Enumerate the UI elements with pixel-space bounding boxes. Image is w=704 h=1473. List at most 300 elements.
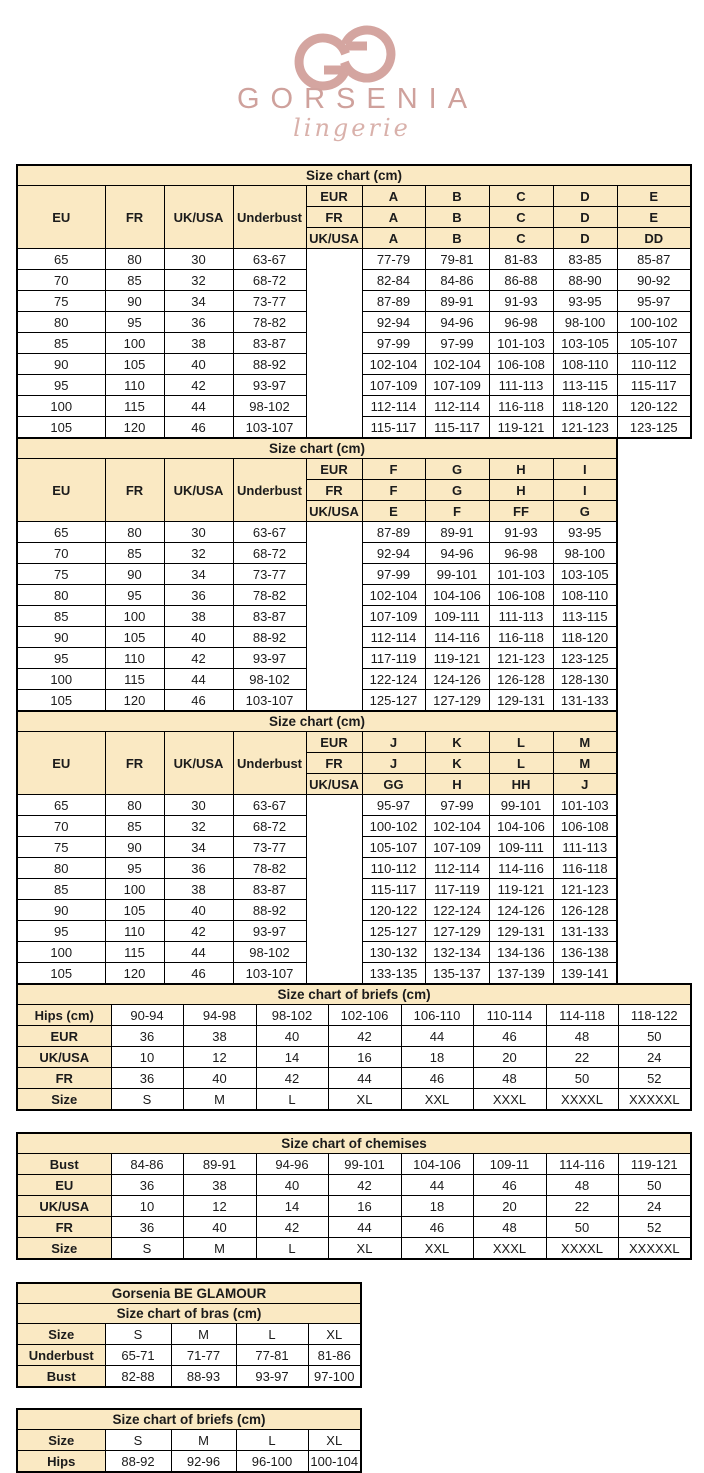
band-size-cell: 36 xyxy=(164,585,233,606)
cup-size-header: J xyxy=(362,753,425,774)
cup-size-header: D xyxy=(553,186,617,207)
bust-range-cell: 117-119 xyxy=(425,879,489,900)
band-size-cell: 44 xyxy=(164,669,233,690)
band-size-cell: 65 xyxy=(17,795,105,816)
value-cell: L xyxy=(236,1324,308,1345)
cup-size-header: H xyxy=(489,480,553,501)
bust-range-cell: 82-84 xyxy=(362,270,425,291)
band-size-cell: 32 xyxy=(164,270,233,291)
cup-size-header: L xyxy=(489,732,553,753)
band-size-cell: 100 xyxy=(105,879,164,900)
cup-size-header: J xyxy=(553,774,617,795)
bra-size-chart-cups-a-e xyxy=(16,164,692,439)
value-cell: 98-102 xyxy=(256,1005,328,1026)
band-size-cell: 85 xyxy=(105,816,164,837)
bust-range-cell: 87-89 xyxy=(362,522,425,543)
sizing-system-label: UK/USA xyxy=(306,228,362,249)
band-size-cell: 80 xyxy=(105,249,164,270)
band-size-cell: 75 xyxy=(17,837,105,858)
band-size-cell: 95 xyxy=(105,858,164,879)
band-size-cell: 73-77 xyxy=(233,837,306,858)
cup-size-header: A xyxy=(362,228,425,249)
band-size-cell: 34 xyxy=(164,837,233,858)
value-cell: L xyxy=(236,1430,308,1451)
band-size-cell: 110 xyxy=(105,921,164,942)
cup-size-header: GG xyxy=(362,774,425,795)
band-size-cell: 80 xyxy=(17,312,105,333)
value-cell: 114-116 xyxy=(546,1154,618,1175)
value-cell: 106-110 xyxy=(401,1005,473,1026)
bra-size-chart-cups-j-m xyxy=(16,710,618,985)
band-size-cell: 83-87 xyxy=(233,333,306,354)
cup-size-header: A xyxy=(362,186,425,207)
bust-range-cell: 134-136 xyxy=(489,942,553,963)
value-cell: 89-91 xyxy=(183,1154,256,1175)
band-size-cell: 110 xyxy=(105,648,164,669)
cup-size-header: K xyxy=(425,753,489,774)
cup-size-header: H xyxy=(489,459,553,480)
band-size-cell: 32 xyxy=(164,543,233,564)
band-size-cell: 120 xyxy=(105,690,164,712)
band-size-cell: 93-97 xyxy=(233,375,306,396)
value-cell: 48 xyxy=(546,1026,618,1047)
bust-range-cell: 108-110 xyxy=(553,354,617,375)
band-size-cell: 93-97 xyxy=(233,921,306,942)
bust-range-cell: 97-99 xyxy=(425,333,489,354)
cup-size-header: M xyxy=(553,753,617,774)
value-cell: 36 xyxy=(111,1068,183,1089)
bust-range-cell: 105-107 xyxy=(617,333,691,354)
cup-size-header: C xyxy=(489,207,553,228)
band-size-cell: 34 xyxy=(164,291,233,312)
band-size-cell: 88-92 xyxy=(233,354,306,375)
bust-range-cell: 115-117 xyxy=(617,375,691,396)
bust-range-cell: 106-108 xyxy=(489,354,553,375)
band-size-cell: 95 xyxy=(105,312,164,333)
band-size-cell: 46 xyxy=(164,417,233,439)
bust-range-cell: 107-109 xyxy=(425,375,489,396)
bust-range-cell: 112-114 xyxy=(425,858,489,879)
value-cell: 40 xyxy=(256,1026,328,1047)
value-cell: XXL xyxy=(401,1089,473,1111)
value-cell: 46 xyxy=(473,1175,546,1196)
column-header: EU xyxy=(17,186,105,249)
logo-gg-monogram-icon xyxy=(293,28,411,90)
value-cell: S xyxy=(111,1238,183,1260)
bust-range-cell: 96-98 xyxy=(489,543,553,564)
row-label: EUR xyxy=(17,1026,111,1047)
bust-range-cell: 106-108 xyxy=(489,585,553,606)
cup-size-header: F xyxy=(425,501,489,522)
bust-range-cell: 99-101 xyxy=(425,564,489,585)
band-size-cell: 105 xyxy=(17,690,105,712)
column-header: FR xyxy=(105,732,164,795)
band-size-cell: 44 xyxy=(164,396,233,417)
band-size-cell: 90 xyxy=(105,837,164,858)
band-size-cell: 36 xyxy=(164,858,233,879)
bust-range-cell: 83-85 xyxy=(553,249,617,270)
sizing-system-label: EUR xyxy=(306,732,362,753)
band-size-cell: 65 xyxy=(17,522,105,543)
chemises-size-chart xyxy=(16,1132,692,1260)
value-cell: 40 xyxy=(183,1068,256,1089)
column-header: UK/USA xyxy=(164,732,233,795)
value-cell: 40 xyxy=(183,1217,256,1238)
bust-range-cell: 104-106 xyxy=(425,585,489,606)
band-size-cell: 68-72 xyxy=(233,270,306,291)
band-size-cell: 98-102 xyxy=(233,942,306,963)
bust-range-cell: 121-123 xyxy=(489,648,553,669)
bust-range-cell: 98-100 xyxy=(553,312,617,333)
value-cell: 94-98 xyxy=(183,1005,256,1026)
cup-size-header: E xyxy=(617,207,691,228)
bust-range-cell: 127-129 xyxy=(425,921,489,942)
cup-size-header: E xyxy=(362,501,425,522)
bust-range-cell: 125-127 xyxy=(362,690,425,712)
bust-range-cell: 116-118 xyxy=(489,627,553,648)
value-cell: 88-92 xyxy=(105,1451,171,1473)
row-label: Size xyxy=(17,1089,111,1111)
band-size-cell: 36 xyxy=(164,312,233,333)
bust-range-cell: 97-99 xyxy=(362,564,425,585)
bust-range-cell: 79-81 xyxy=(425,249,489,270)
value-cell: XL xyxy=(308,1430,361,1451)
value-cell: M xyxy=(183,1089,256,1111)
bust-range-cell: 133-135 xyxy=(362,963,425,985)
band-size-cell: 105 xyxy=(17,417,105,439)
value-cell: 48 xyxy=(546,1175,618,1196)
bust-range-cell: 107-109 xyxy=(362,606,425,627)
bust-range-cell: 109-111 xyxy=(489,837,553,858)
band-size-cell: 120 xyxy=(105,417,164,439)
cup-size-header: FF xyxy=(489,501,553,522)
value-cell: 99-101 xyxy=(328,1154,401,1175)
band-size-cell: 83-87 xyxy=(233,879,306,900)
band-size-cell: 103-107 xyxy=(233,963,306,985)
value-cell: 18 xyxy=(401,1047,473,1068)
bust-range-cell: 89-91 xyxy=(425,522,489,543)
bust-range-cell: 110-112 xyxy=(617,354,691,375)
bust-range-cell: 137-139 xyxy=(489,963,553,985)
band-size-cell: 93-97 xyxy=(233,648,306,669)
row-label: Underbust xyxy=(17,1345,105,1366)
band-size-cell: 88-92 xyxy=(233,627,306,648)
sizing-system-label: UK/USA xyxy=(306,501,362,522)
cup-size-header: C xyxy=(489,186,553,207)
cup-size-header: DD xyxy=(617,228,691,249)
band-size-cell: 80 xyxy=(105,522,164,543)
cup-size-header: A xyxy=(362,207,425,228)
band-size-cell: 40 xyxy=(164,627,233,648)
bust-range-cell: 90-92 xyxy=(617,270,691,291)
band-size-cell: 78-82 xyxy=(233,312,306,333)
value-cell: XXXXL xyxy=(546,1238,618,1260)
bust-range-cell: 103-105 xyxy=(553,564,617,585)
band-size-cell: 105 xyxy=(105,627,164,648)
band-size-cell: 105 xyxy=(17,963,105,985)
value-cell: S xyxy=(111,1089,183,1111)
band-size-cell: 68-72 xyxy=(233,816,306,837)
value-cell: 48 xyxy=(473,1217,546,1238)
band-size-cell: 85 xyxy=(105,270,164,291)
bust-range-cell: 88-90 xyxy=(553,270,617,291)
bust-range-cell: 99-101 xyxy=(489,795,553,816)
value-cell: 42 xyxy=(328,1175,401,1196)
chart-title: Gorsenia BE GLAMOUR xyxy=(17,1283,361,1304)
band-size-cell: 105 xyxy=(105,900,164,921)
band-size-cell: 70 xyxy=(17,543,105,564)
band-size-cell: 63-67 xyxy=(233,522,306,543)
value-cell: 14 xyxy=(256,1196,328,1217)
band-size-cell: 85 xyxy=(17,606,105,627)
value-cell: 84-86 xyxy=(111,1154,183,1175)
cup-size-header: C xyxy=(489,228,553,249)
row-label: Hips xyxy=(17,1451,105,1473)
bust-range-cell: 97-99 xyxy=(425,795,489,816)
value-cell: 104-106 xyxy=(401,1154,473,1175)
value-cell: XL xyxy=(328,1089,401,1111)
bust-range-cell: 107-109 xyxy=(362,375,425,396)
bust-range-cell: 81-83 xyxy=(489,249,553,270)
value-cell: 48 xyxy=(473,1068,546,1089)
value-cell: 16 xyxy=(328,1196,401,1217)
bust-range-cell: 136-138 xyxy=(553,942,617,963)
bust-range-cell: 113-115 xyxy=(553,606,617,627)
bust-range-cell: 108-110 xyxy=(553,585,617,606)
bust-range-cell: 118-120 xyxy=(553,396,617,417)
bust-range-cell: 105-107 xyxy=(362,837,425,858)
value-cell: 44 xyxy=(401,1026,473,1047)
cup-size-header: HH xyxy=(489,774,553,795)
value-cell: 93-97 xyxy=(236,1366,308,1388)
value-cell: M xyxy=(171,1324,236,1345)
band-size-cell: 38 xyxy=(164,879,233,900)
band-size-cell: 75 xyxy=(17,564,105,585)
chart-title: Size chart of briefs (cm) xyxy=(17,1409,361,1430)
band-size-cell: 88-92 xyxy=(233,900,306,921)
band-size-cell: 30 xyxy=(164,249,233,270)
band-size-cell: 98-102 xyxy=(233,669,306,690)
value-cell: 12 xyxy=(183,1196,256,1217)
value-cell: 90-94 xyxy=(111,1005,183,1026)
bust-range-cell: 114-116 xyxy=(425,627,489,648)
bust-range-cell: 129-131 xyxy=(489,921,553,942)
sizing-system-label: FR xyxy=(306,207,362,228)
value-cell: XL xyxy=(328,1238,401,1260)
cup-size-header: I xyxy=(553,480,617,501)
bust-range-cell: 95-97 xyxy=(362,795,425,816)
value-cell: 20 xyxy=(473,1196,546,1217)
band-size-cell: 46 xyxy=(164,690,233,712)
bust-range-cell: 112-114 xyxy=(362,396,425,417)
bust-range-cell: 117-119 xyxy=(362,648,425,669)
value-cell: 22 xyxy=(546,1196,618,1217)
band-size-cell: 90 xyxy=(17,627,105,648)
bust-range-cell: 126-128 xyxy=(489,669,553,690)
cup-size-header: E xyxy=(617,186,691,207)
value-cell: 24 xyxy=(618,1047,691,1068)
band-size-cell: 90 xyxy=(17,354,105,375)
band-size-cell: 44 xyxy=(164,942,233,963)
column-header: FR xyxy=(105,186,164,249)
band-size-cell: 115 xyxy=(105,942,164,963)
bust-range-cell: 98-100 xyxy=(553,543,617,564)
column-header: UK/USA xyxy=(164,186,233,249)
value-cell: 77-81 xyxy=(236,1345,308,1366)
bust-range-cell: 93-95 xyxy=(553,522,617,543)
bust-range-cell: 131-133 xyxy=(553,921,617,942)
band-size-cell: 100 xyxy=(17,942,105,963)
band-size-cell: 100 xyxy=(17,669,105,690)
row-label: Size xyxy=(17,1238,111,1260)
bust-range-cell: 130-132 xyxy=(362,942,425,963)
cup-size-header: M xyxy=(553,732,617,753)
band-size-cell: 85 xyxy=(105,543,164,564)
band-size-cell: 103-107 xyxy=(233,690,306,712)
cup-size-header: D xyxy=(553,228,617,249)
band-size-cell: 70 xyxy=(17,816,105,837)
value-cell: 88-93 xyxy=(171,1366,236,1388)
bust-range-cell: 93-95 xyxy=(553,291,617,312)
band-size-cell: 110 xyxy=(105,375,164,396)
band-size-cell: 32 xyxy=(164,816,233,837)
band-size-cell: 42 xyxy=(164,648,233,669)
bust-range-cell: 109-111 xyxy=(425,606,489,627)
bust-range-cell: 101-103 xyxy=(553,795,617,816)
band-size-cell: 100 xyxy=(17,396,105,417)
band-size-cell: 65 xyxy=(17,249,105,270)
column-header: Underbust xyxy=(233,186,306,249)
size-charts-section xyxy=(16,164,704,1473)
value-cell: XXL xyxy=(401,1238,473,1260)
chart-title: Size chart (cm) xyxy=(17,438,617,459)
value-cell: 36 xyxy=(111,1026,183,1047)
chart-title: Size chart (cm) xyxy=(17,711,617,732)
bust-range-cell: 113-115 xyxy=(553,375,617,396)
value-cell: 65-71 xyxy=(105,1345,171,1366)
band-size-cell: 75 xyxy=(17,291,105,312)
bust-range-cell: 132-134 xyxy=(425,942,489,963)
value-cell: 118-122 xyxy=(618,1005,691,1026)
band-size-cell: 30 xyxy=(164,522,233,543)
chart-title: Size chart (cm) xyxy=(17,165,691,186)
bust-range-cell: 101-103 xyxy=(489,333,553,354)
value-cell: 44 xyxy=(328,1217,401,1238)
band-size-cell: 90 xyxy=(105,564,164,585)
bust-range-cell: 91-93 xyxy=(489,291,553,312)
bust-range-cell: 126-128 xyxy=(553,900,617,921)
band-size-cell: 115 xyxy=(105,396,164,417)
value-cell: M xyxy=(171,1430,236,1451)
bust-range-cell: 119-121 xyxy=(489,417,553,439)
bust-range-cell: 94-96 xyxy=(425,312,489,333)
bust-range-cell: 129-131 xyxy=(489,690,553,712)
value-cell: 114-118 xyxy=(546,1005,618,1026)
value-cell: 20 xyxy=(473,1047,546,1068)
value-cell: L xyxy=(256,1238,328,1260)
value-cell: 24 xyxy=(618,1196,691,1217)
value-cell: 36 xyxy=(111,1217,183,1238)
band-size-cell: 34 xyxy=(164,564,233,585)
bust-range-cell: 122-124 xyxy=(425,900,489,921)
bust-range-cell: 123-125 xyxy=(553,648,617,669)
band-size-cell: 68-72 xyxy=(233,543,306,564)
band-size-cell: 38 xyxy=(164,333,233,354)
be-glamour-briefs-size-chart xyxy=(16,1408,362,1473)
value-cell: 42 xyxy=(328,1026,401,1047)
bust-range-cell: 116-118 xyxy=(489,396,553,417)
value-cell: 38 xyxy=(183,1026,256,1047)
value-cell: 14 xyxy=(256,1047,328,1068)
band-size-cell: 40 xyxy=(164,354,233,375)
band-size-cell: 115 xyxy=(105,669,164,690)
value-cell: 81-86 xyxy=(308,1345,361,1366)
value-cell: XXXL xyxy=(473,1089,546,1111)
row-label: Size xyxy=(17,1324,105,1345)
value-cell: 40 xyxy=(256,1175,328,1196)
band-size-cell: 40 xyxy=(164,900,233,921)
bust-range-cell: 106-108 xyxy=(553,816,617,837)
value-cell: 50 xyxy=(546,1068,618,1089)
sizing-system-label: FR xyxy=(306,480,362,501)
value-cell: 12 xyxy=(183,1047,256,1068)
band-size-cell: 42 xyxy=(164,375,233,396)
value-cell: 52 xyxy=(618,1068,691,1089)
band-size-cell: 78-82 xyxy=(233,585,306,606)
briefs-size-chart xyxy=(16,983,692,1111)
cup-size-header: F xyxy=(362,480,425,501)
spacer-cell xyxy=(306,249,362,439)
row-label: FR xyxy=(17,1217,111,1238)
value-cell: 42 xyxy=(256,1068,328,1089)
cup-size-header: B xyxy=(425,207,489,228)
cup-size-header: B xyxy=(425,228,489,249)
bust-range-cell: 115-117 xyxy=(362,879,425,900)
band-size-cell: 105 xyxy=(105,354,164,375)
band-size-cell: 73-77 xyxy=(233,291,306,312)
band-size-cell: 85 xyxy=(17,879,105,900)
value-cell: 46 xyxy=(473,1026,546,1047)
sizing-system-label: UK/USA xyxy=(306,774,362,795)
band-size-cell: 30 xyxy=(164,795,233,816)
chart-title: Size chart of briefs (cm) xyxy=(17,984,691,1005)
bust-range-cell: 118-120 xyxy=(553,627,617,648)
value-cell: XXXXXL xyxy=(618,1238,691,1260)
band-size-cell: 100 xyxy=(105,606,164,627)
bust-range-cell: 102-104 xyxy=(362,585,425,606)
brand-logo xyxy=(0,0,704,142)
bust-range-cell: 92-94 xyxy=(362,543,425,564)
value-cell: S xyxy=(105,1324,171,1345)
value-cell: 22 xyxy=(546,1047,618,1068)
band-size-cell: 38 xyxy=(164,606,233,627)
bust-range-cell: 111-113 xyxy=(553,837,617,858)
bust-range-cell: 125-127 xyxy=(362,921,425,942)
spacer-cell xyxy=(306,522,362,712)
cup-size-header: G xyxy=(425,459,489,480)
value-cell: XXXL xyxy=(473,1238,546,1260)
column-header: Underbust xyxy=(233,459,306,522)
cup-size-header: D xyxy=(553,207,617,228)
column-header: EU xyxy=(17,459,105,522)
bust-range-cell: 127-129 xyxy=(425,690,489,712)
bust-range-cell: 101-103 xyxy=(489,564,553,585)
value-cell: 97-100 xyxy=(308,1366,361,1388)
bust-range-cell: 112-114 xyxy=(362,627,425,648)
bust-range-cell: 104-106 xyxy=(489,816,553,837)
bust-range-cell: 86-88 xyxy=(489,270,553,291)
value-cell: 100-104 xyxy=(308,1451,361,1473)
